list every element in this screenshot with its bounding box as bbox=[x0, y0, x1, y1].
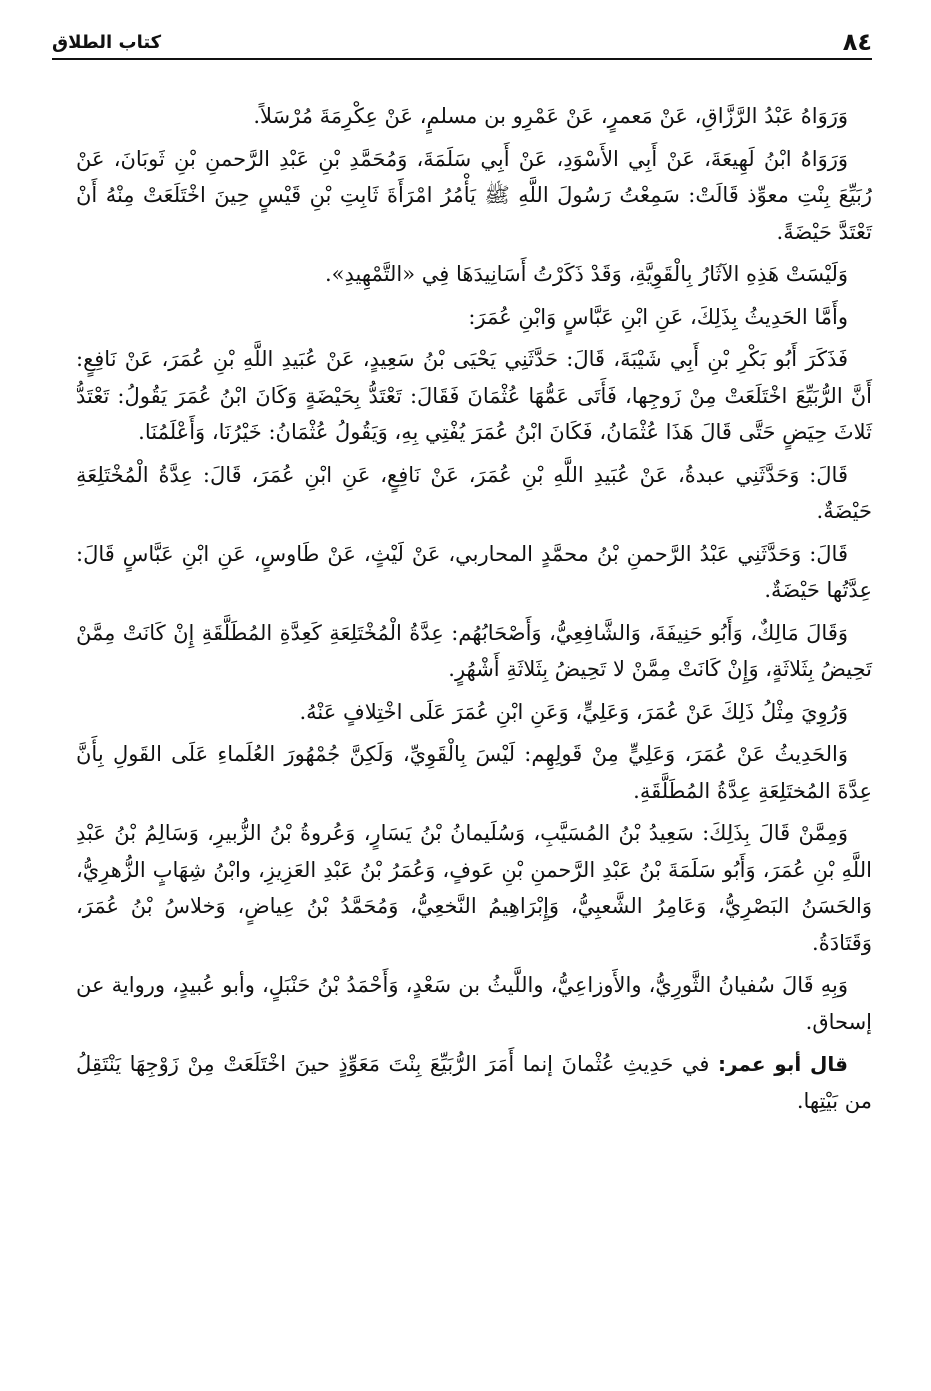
paragraph: قَالَ: وَحَدَّثَنِي عَبْدُ الرَّحمنِ بْنُ محمَّدٍ المحاربي، عَنْ لَيْثٍ، عَنْ طَاوسٍ، عَنِ ابْنِ عَبَّاسٍ قَالَ: عِدَّتُها حَيْضَةٌ. bbox=[76, 541, 872, 602]
running-title: كتاب الطلاق bbox=[52, 32, 162, 53]
speaker-label: قال أبو عمر: bbox=[717, 1052, 848, 1076]
paragraph: فَذَكَرَ أَبُو بَكْرِ بْنِ أَبِي شَيْبَةَ، قَالَ: حَدَّثَنِي يَحْيَى بْنُ سَعِيدٍ، عَنْ عُبَيدِ اللَّهِ بْنِ عُمَرَ، عَنْ نَافِعٍ: أَنَّ الرُّبَيِّعَ اخْتَلَعَتْ مِنْ زَوجِها، فَأَتَى عَمُّهَا عُثْمَانَ فَقَالَ: تَعْتَدُّ بِحَيْضَةٍ وَكَانَ ابْنُ عُمَرَ يَقُولُ: تَعْتَدُّ ثَلاثَ حِيَضٍ حَتَّى قَالَ هَذَا عُثْمَانُ، فَكَانَ ابْنُ عُمَرَ يُفْتِي بِهِ، وَيَقُولُ عُثْمَانُ: خَيْرُنَا، وَأَعْلَمُنَا. bbox=[76, 347, 872, 444]
paragraph: وَرَوَاهُ عَبْدُ الرَّزَّاقِ، عَنْ مَعمرٍ، عَنْ عَمْرِو بن مسلمٍ، عَنْ عِكْرِمَةَ مُرْسَلاً. bbox=[253, 104, 848, 128]
paragraph: وأَمَّا الحَدِيثُ بِذَلِكَ، عَنِ ابْنِ عَبَّاسٍ وَابْنِ عُمَرَ: bbox=[468, 304, 848, 329]
page-header bbox=[52, 26, 872, 60]
page-number: ٨٤ bbox=[842, 28, 872, 56]
paragraph: وَقَالَ مَالِكٌ، وَأَبُو حَنِيفَةَ، وَالشَّافِعِيُّ، وَأَصْحَابُهُم: عِدَّةُ الْمُخْتَلِعَةِ كَعِدَّةِ المُطَلَّقَةِ إِنْ كَانَتْ مِمَّنْ تَحِيضُ بِثَلاثَةٍ، وَإِنْ كَانَتْ مِمَّنْ لا تَحِيضُ بِثَلاثَةِ أَشْهُرٍ. bbox=[76, 620, 872, 681]
paragraph: وَرُوِيَ مِثْلُ ذَلِكَ عَنْ عُمَرَ، وَعَلِيٍّ، وَعَنِ ابْنِ عُمَرَ عَلَى اخْتِلافٍ عَنْهُ. bbox=[299, 699, 848, 724]
paragraph: قال أبو عمر: في حَدِيثِ عُثْمانَ إنما أَمَرَ الرُّبَيِّعَ بِنْتَ مَعَوِّذٍ حينَ اخْتَلَعَتْ مِنْ زَوْجِهَا يَنْتَقِلُ من بَيْتِها. bbox=[76, 1052, 872, 1113]
paragraph: وَالحَدِيثُ عَنْ عُمَرَ، وَعَلِيٍّ مِنْ قَولِهِم: لَيْسَ بِالْقَوِيِّ، وَلَكِنَّ جُمْهُورَ العُلَماءِ عَلَى القَولِ بِأَنَّ عِدَّةَ المُختَلِعَةِ عِدَّةُ المُطَلَّقَةِ. bbox=[76, 742, 872, 803]
paragraph: وَرَوَاهُ ابْنُ لَهِيعَةَ، عَنْ أَبِي الأَسْوَدِ، عَنْ أَبِي سَلَمَةَ، وَمُحَمَّدِ بْنِ عَبْدِ الرَّحمنِ بْنِ ثَوبَانَ، عَنْ رُبَيِّعَ بِنْتِ معوِّذ قَالَتْ: سَمِعْتُ رَسُولَ اللَّهِ ﷺ يَأْمُرُ امْرَأَةَ ثَابِتِ بْنِ قَيْسٍ حِينَ اخْتَلَعَتْ مِنْهُ أَنْ تَعْتَدَّ حَيْضَةً. bbox=[76, 146, 872, 244]
paragraph: قَالَ: وَحَدَّثَنِي عبدةُ، عَنْ عُبَيدِ اللَّهِ بْنِ عُمَرَ، عَنْ نَافِعٍ، عَنِ ابْنِ عُمَرَ، قَالَ: عِدَّةُ الْمُخْتَلِعَةِ حَيْضَةٌ. bbox=[76, 462, 872, 523]
paragraph: وَبِهِ قَالَ سُفيانُ الثَّورِيُّ، والأَوزاعِيُّ، واللَّيثُ بن سَعْدٍ، وَأَحْمَدُ بْنُ حَنْبَلٍ، وأبو عُبيدٍ، ورواية عن إسحاق. bbox=[76, 973, 872, 1034]
header-rule bbox=[52, 58, 872, 60]
body-text bbox=[76, 98, 872, 1125]
paragraph: وَمِمَّنْ قَالَ بِذَلِكَ: سَعِيدُ بْنُ المُسَيَّبِ، وَسُلَيمانُ بْنُ يَسَارٍ، وَعُروةُ بْنُ الزُّبيرِ، وَسَالِمُ بْنُ عَبْدِ اللَّهِ بْنِ عُمَرَ، وَأَبُو سَلَمَةَ بْنُ عَبْدِ الرَّحمنِ بْنِ عَوفٍ، وَعُمَرُ بْنُ عَبْدِ العَزِيزِ، وابْنُ شِهَابٍ الزُّهرِيُّ، وَالحَسَنُ البَصْرِيُّ، وَعَامِرُ الشَّعبِيُّ، وَإِبْرَاهِيمُ النَّخعِيُّ، وَمُحَمَّدُ بْنُ عِياضٍ، وَخلاسُ بْنُ عُمَرَ، وَقَتَادَةُ. bbox=[76, 821, 872, 955]
paragraph: وَلَيْسَتْ هَذِهِ الآثَارُ بِالْقَوِيَّةِ، وَقَدْ ذَكَرْتُ أَسَانِيدَهَا فِي «التَّمْهِيدِ». bbox=[324, 262, 848, 286]
